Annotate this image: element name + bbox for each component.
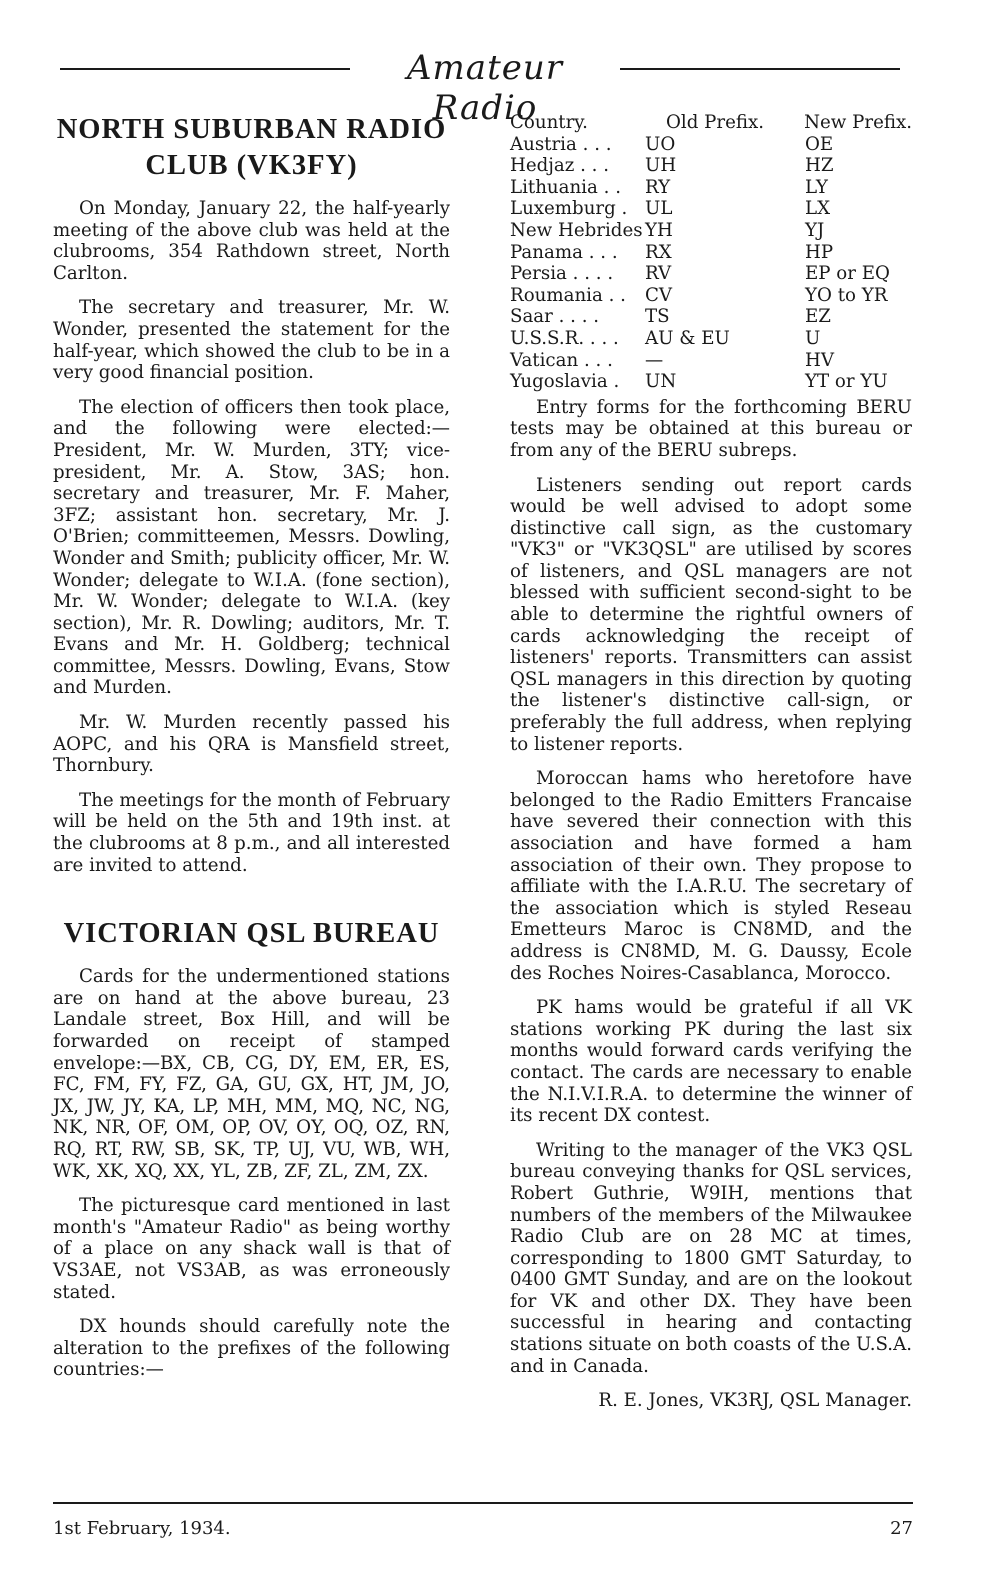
country-cell: Austria . . . <box>510 133 612 155</box>
country-cell: Lithuania . . <box>510 176 621 198</box>
left-column <box>53 112 450 1394</box>
paragraph: On Monday, January 22, the half-yearly meeting of the above club was held at the clubrooms, 354 Rathdown street, North Carlton. <box>53 198 450 284</box>
paragraph: PK hams would be grateful if all VK stations working PK during the last six months would forward cards verifying the contact. The cards are necessary to enable the N.I.V.I.R.A. to determine the winner of its recent DX contest. <box>510 997 912 1127</box>
old-prefix-cell: — <box>645 349 664 371</box>
paragraph: Listeners sending out report cards would be well advised to adopt some distinctive call sign, as the customary "VK3" or "VK3QSL" are utilised by scores of listeners, and QSL managers are not blessed with sufficient second-sight to be able to determine the rightful owners of cards acknowledging the receipt of listeners' reports. Transmitters can assist QSL managers in this direction by quoting the listener's distinctive call-sign, or preferably the full address, when replying to listener reports. <box>510 474 912 755</box>
table-row <box>510 155 912 177</box>
paragraph: Writing to the manager of the VK3 QSL bureau conveying thanks for QSL services, Robert Guthrie, W9IH, mentions that numbers of the members of the Milwaukee Radio Club are on 28 MC at times, corresponding to 1800 GMT Saturday, to 0400 GMT Sunday, and are on the lookout for VK and other DX. They have been successful in hearing and contacting stations situate on both coasts of the U.S.A. and in Canada. <box>510 1139 912 1377</box>
paragraph: Moroccan hams who heretofore have belonged to the Radio Emitters Francaise have severed their connection with this association and have formed a ham association of their own. They propose to affiliate with the I.A.R.U. The secretary of the association which is styled Reseau Emetteurs Maroc is CN8MD, and the address is CN8MD, M. G. Daussy, Ecole des Roches Noires-Casablanca, Morocco. <box>510 768 912 984</box>
masthead-rule-right <box>620 68 900 70</box>
table-row <box>510 350 912 372</box>
header-country: Country. <box>510 112 588 133</box>
old-prefix-cell: UL <box>645 198 673 220</box>
footer-rule <box>53 1502 913 1504</box>
header-new-prefix: New Prefix. <box>804 112 912 133</box>
country-cell: Roumania . . <box>510 284 626 306</box>
country-cell: Hedjaz . . . <box>510 155 610 177</box>
new-prefix-cell: HZ <box>805 155 834 177</box>
heading-north-suburban: NORTH SUBURBAN RADIO CLUB (VK3FY) <box>56 114 447 181</box>
masthead-title: Amateur Radio <box>407 48 563 128</box>
old-prefix-cell: RY <box>645 176 671 198</box>
new-prefix-cell: EP or EQ <box>805 263 890 285</box>
page-number: 27 <box>890 1518 913 1539</box>
table-row <box>510 198 912 220</box>
paragraph: The meetings for the month of February will be held on the 5th and 19th inst. at the clubrooms at 8 p.m., and all interested are invited to attend. <box>53 789 450 876</box>
prefix-table <box>510 112 912 393</box>
new-prefix-cell: LX <box>805 198 831 220</box>
new-prefix-cell: HP <box>805 241 834 263</box>
old-prefix-cell: CV <box>645 284 673 306</box>
country-cell: Luxemburg . <box>510 198 628 220</box>
old-prefix-cell: UN <box>645 371 677 393</box>
table-row <box>510 263 912 285</box>
country-cell: Saar . . . . <box>510 306 600 328</box>
country-cell: U.S.S.R. . . . <box>510 327 619 349</box>
country-cell: Panama . . . <box>510 241 618 263</box>
prefix-table-header <box>510 112 912 134</box>
new-prefix-cell: OE <box>805 133 834 155</box>
footer <box>53 1502 913 1539</box>
old-prefix-cell: RV <box>645 263 672 285</box>
old-prefix-cell: TS <box>645 306 670 328</box>
old-prefix-cell: YH <box>645 219 673 241</box>
paragraph: The secretary and treasurer, Mr. W. Wonder, presented the statement for the half-year, which showed the club to be in a very good financial position. <box>53 297 450 384</box>
paragraph: The election of officers then took place, and the following were elected:—President, Mr. W. Murden, 3TY; vice-president, Mr. A. Stow, 3AS; hon. secretary and treasurer, Mr. F. Maher, 3FZ; assistant hon. secretary, Mr. J. O'Brien; committeemen, Messrs. Dowling, Wonder and Smith; publicity officer, Mr. W. Wonder; delegate to W.I.A. (fone section), Mr. W. Wonder; delegate to W.I.A. (key section), Mr. R. Dowling; auditors, Mr. T. Evans and Mr. H. Goldberg; technical committee, Messrs. Dowling, Evans, Stow and Murden. <box>53 396 450 699</box>
masthead-rule-left <box>60 68 350 70</box>
old-prefix-cell: AU & EU <box>645 327 730 349</box>
signature: R. E. Jones, VK3RJ, QSL Manager. <box>598 1390 912 1412</box>
old-prefix-cell: RX <box>645 241 672 263</box>
new-prefix-cell: YJ <box>805 219 825 241</box>
heading-qsl-bureau: VICTORIAN QSL BUREAU <box>63 918 440 950</box>
paragraph: The picturesque card mentioned in last month's "Amateur Radio" as being worthy of a place on any shack wall is that of VS3AE, not VS3AB, as was erroneously stated. <box>53 1195 450 1303</box>
new-prefix-cell: U <box>805 327 821 349</box>
paragraph: Cards for the undermentioned stations are on hand at the above bureau, 23 Landale street, Box Hill, and will be forwarded on receipt of stamped envelope:—BX, CB, CG, DY, EM, ER, ES, FC, FM, FY, FZ, GA, GU, GX, HT, JM, JO, JX, JW, JY, KA, LP, MH, MM, MQ, NC, NG, NK, NR, OF, OM, OP, OV, OY, OQ, OZ, RN, RQ, RT, RW, SB, SK, TP, UJ, VU, WB, WH, WK, XK, XQ, XX, YL, ZB, ZF, ZL, ZM, ZX. <box>53 966 450 1182</box>
country-cell: Persia . . . . <box>510 263 614 285</box>
table-row <box>510 371 912 393</box>
footer-date: 1st February, 1934. <box>53 1518 231 1539</box>
new-prefix-cell: LY <box>805 176 828 198</box>
right-column <box>510 112 912 1425</box>
table-row <box>510 242 912 264</box>
table-row <box>510 134 912 156</box>
country-cell: Vatican . . . <box>510 349 613 371</box>
old-prefix-cell: UH <box>645 155 677 177</box>
table-row <box>510 306 912 328</box>
table-row <box>510 220 912 242</box>
table-row <box>510 328 912 350</box>
paragraph: DX hounds should carefully note the alteration to the prefixes of the following countries:— <box>53 1316 450 1381</box>
header-old-prefix: Old Prefix. <box>665 112 764 133</box>
country-cell: New Hebrides <box>510 219 643 241</box>
new-prefix-cell: EZ <box>805 306 831 328</box>
paragraph: Mr. W. Murden recently passed his AOPC, and his QRA is Mansfield street, Thornbury. <box>53 712 450 777</box>
new-prefix-cell: YT or YU <box>805 371 888 393</box>
table-row <box>510 285 912 307</box>
new-prefix-cell: YO to YR <box>805 284 888 306</box>
new-prefix-cell: HV <box>805 349 834 371</box>
old-prefix-cell: UO <box>645 133 676 155</box>
country-cell: Yugoslavia . <box>510 371 620 393</box>
paragraph: Entry forms for the forthcoming BERU tests may be obtained at this bureau or from any of the BERU subreps. <box>510 396 912 461</box>
table-row <box>510 177 912 199</box>
